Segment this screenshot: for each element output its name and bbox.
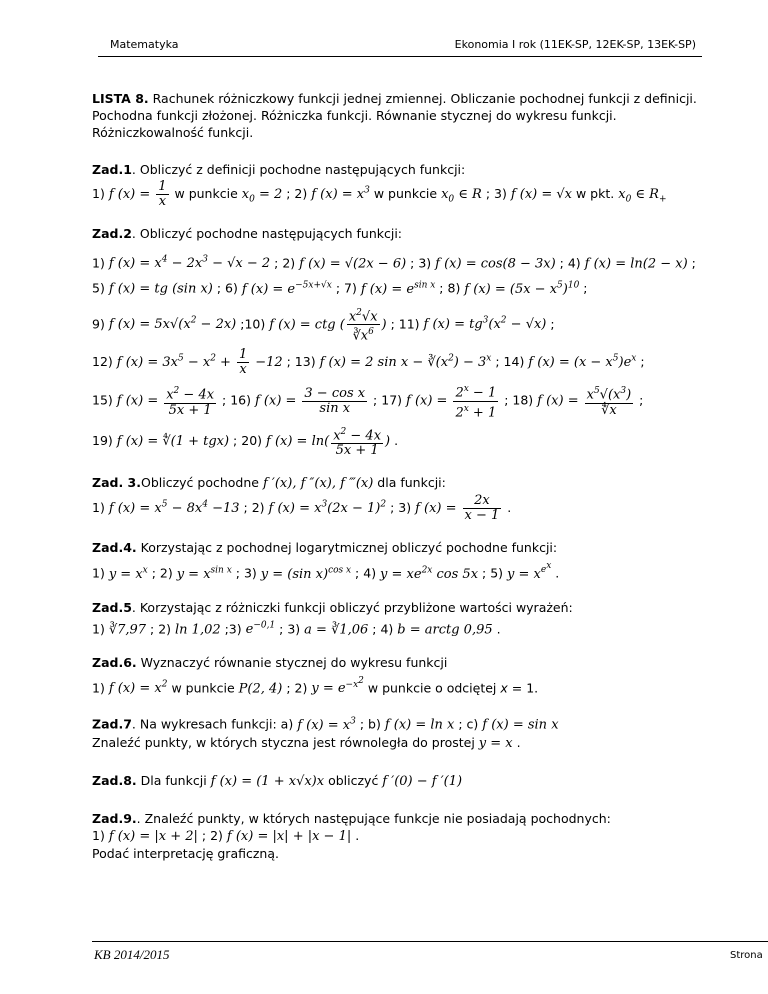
task-2-row-1: 1) f $(x) = x^4 - 2x^3 - √x - 2$ ; 2) f (x) = √(2x − 6) ; 3) f (x) = cos(8 − 3x) ; 4) f (x) = ln(2 − x) ;	[92, 255, 696, 272]
footer-divider	[92, 941, 768, 942]
task-3-formulas: 1) f $(x) = x^5 - 8x^4 -13$ ; 2) f $(x) = x^3(2x - 1)^2$ ; 3) f (x) = $\frac{2x}{x - 1}$ .	[92, 493, 512, 524]
task-8: Zad.8. Dla funkcji f (x) = (1 + x√x)x obliczyć f ′(0) − f ′(1)	[92, 772, 463, 789]
task-5	[92, 599, 712, 638]
task-9	[92, 810, 712, 862]
list-description: Rachunek różniczkowy funkcji jednej zmiennej. Obliczanie pochodnej funkcji z definicji. Pochodna funkcji złożonej. Różniczka funkcji. Równanie stycznej do wykresu funkcji. Różniczkowalność funkcji.	[92, 91, 697, 140]
task-6-label: Zad.6.	[92, 654, 137, 670]
footer-page-label: Strona	[730, 950, 763, 961]
task-1-formulas: 1) f (x) = $\frac{1}{x}$ w punkcie $x_0 = 2$ ; 2) f $(x) = x^3$ w punkcie $x_0$ ∈ R ; 3) f (x) = √x w pkt. $x_0$ ∈ $R_+$	[92, 179, 667, 209]
task-2-row-2: 5) f (x) = tg (sin x) ; 6) f $(x) = e^{-5x+√x}$ ; 7) f $(x) = e^{sin x}$ ; 8) f $(x) = (5x - x^5)^{10}$ ;	[92, 280, 588, 297]
intro-paragraph	[92, 90, 712, 141]
task-2-label: Zad.2	[92, 226, 132, 241]
task-9-formulas: 1) f (x) = |x + 2| ; 2) f (x) = |x| + |x − 1| .	[92, 827, 360, 844]
header-subject: Matematyka	[110, 38, 179, 51]
task-4	[92, 539, 712, 582]
task-3-label: Zad. 3.	[92, 475, 141, 491]
task-3: Zad. 3.Obliczyć pochodne f ′(x), f ″(x), f ‴(x) dla funkcji: 1) f $(x) = x^5 - 8x^4 -13$ ; 2) f $(x) = x^3(2x - 1)^2$ ; 3) f (x) = $\frac{2x}{x - 1}$ .	[92, 474, 712, 523]
task-2-row-5: 15) f (x) = $\frac{x^2 - 4x}{5x + 1}$ ; 16) f (x) = $\frac{\text{3 − cos x}}{\text{sin x}}$ ; 17) f (x) = $\frac{2^x - 1}{2^x + 1}$ ; 18) f (x) = $\frac{x^5√(x^3)}{∜x}$ ;	[92, 384, 644, 420]
task-7-text-2: Znaleźć punkty, w których styczna jest równoległa do prostej	[92, 734, 475, 750]
task-2-row-6: 19) f (x) = ∜(1 + tgx) ; 20) f (x) = ln( $\frac{x^2 - 4x}{5x + 1}$ ) .	[92, 426, 399, 459]
task-6	[92, 654, 712, 697]
list-title: LISTA 8.	[92, 91, 149, 106]
task-3-text: Obliczyć pochodne	[141, 475, 259, 491]
task-4-text: Korzystając z pochodnej logarytmicznej obliczyć pochodne funkcji:	[136, 540, 558, 556]
task-5-formulas: 1) ∛7,97 ; 2) ln 1,02 ;3) $e^{-0,1}$ ; 3) a = ∛1,06 ; 4) b = arctg 0,95 .	[92, 620, 501, 637]
task-6-formulas: 1) f $(x) = x^2$ w punkcie P(2, 4) ; 2) $y = e^{-x^2}$ w punkcie o odciętej x = 1.	[92, 675, 539, 697]
task-7-label: Zad.7	[92, 716, 132, 732]
task-9-label: Zad.9.	[92, 810, 137, 826]
task-9-note: Podać interpretację graficzną.	[92, 845, 279, 861]
footer-author-year: KB 2014/2015	[94, 947, 170, 962]
task-2-text: . Obliczyć pochodne następujących funkcji:	[131, 226, 403, 241]
header-divider	[98, 56, 702, 57]
task-2-row-4: 12) f $(x) = 3x^5 - x^2$ + $\frac{1}{x}$ −12 ; 13) f (x) = 2 $\sin x - ∛(x^2) - 3^x$ ; 14) f $(x) = (x - x^5)e^x$ ;	[92, 347, 645, 378]
task-2-row-3: 9) f $(x) = 5x√(x^2 - 2x)$ ;10) f (x) = ctg ( $\frac{x^2√x}{∛x^6}$ ) ; 11) f $(x) = tg^3(x^2 - √x)$ ;	[92, 307, 555, 344]
task-1	[92, 161, 712, 209]
task-8-text: Dla funkcji	[136, 772, 207, 788]
task-8-label: Zad.8.	[92, 772, 137, 788]
task-7: Zad.7. Na wykresach funkcji: a) f $(x) = x^3$ ; b) f (x) = ln x ; c) f (x) = sin x Znaleźć punkty, w których styczna jest równoległa do prostej y = x .	[92, 716, 559, 751]
task-1-text: . Obliczyć z definicji pochodne następujących funkcji:	[131, 162, 466, 177]
task-9-text: . Znaleźć punkty, w których następujące funkcje nie posiadają pochodnych:	[136, 810, 611, 826]
task-5-text: . Korzystając z różniczki funkcji obliczyć przybliżone wartości wyrażeń:	[131, 599, 573, 615]
task-8-tail: obliczyć	[328, 772, 379, 788]
header-course: Ekonomia I rok (11EK-SP, 12EK-SP, 13EK-SP)	[454, 38, 696, 51]
document-body	[92, 90, 712, 878]
task-1-label: Zad.1	[92, 162, 132, 177]
task-4-label: Zad.4.	[92, 540, 137, 556]
task-6-text: Wyznaczyć równanie stycznej do wykresu funkcji	[136, 654, 448, 670]
task-7-text: . Na wykresach funkcji: a)	[131, 716, 294, 732]
task-2	[92, 225, 712, 458]
page-header	[98, 36, 702, 54]
task-3-tail: dla funkcji:	[377, 475, 446, 491]
task-4-formulas: 1) $y = x^x$ ; 2) $y = x^{sin x}$ ; 3) y = (sin x)$^{cos x}$ ; 4) $y = xe^{2x}$ cos 5x ; 5) $y = x^{e^x}$ .	[92, 561, 560, 582]
task-5-label: Zad.5	[92, 599, 132, 615]
